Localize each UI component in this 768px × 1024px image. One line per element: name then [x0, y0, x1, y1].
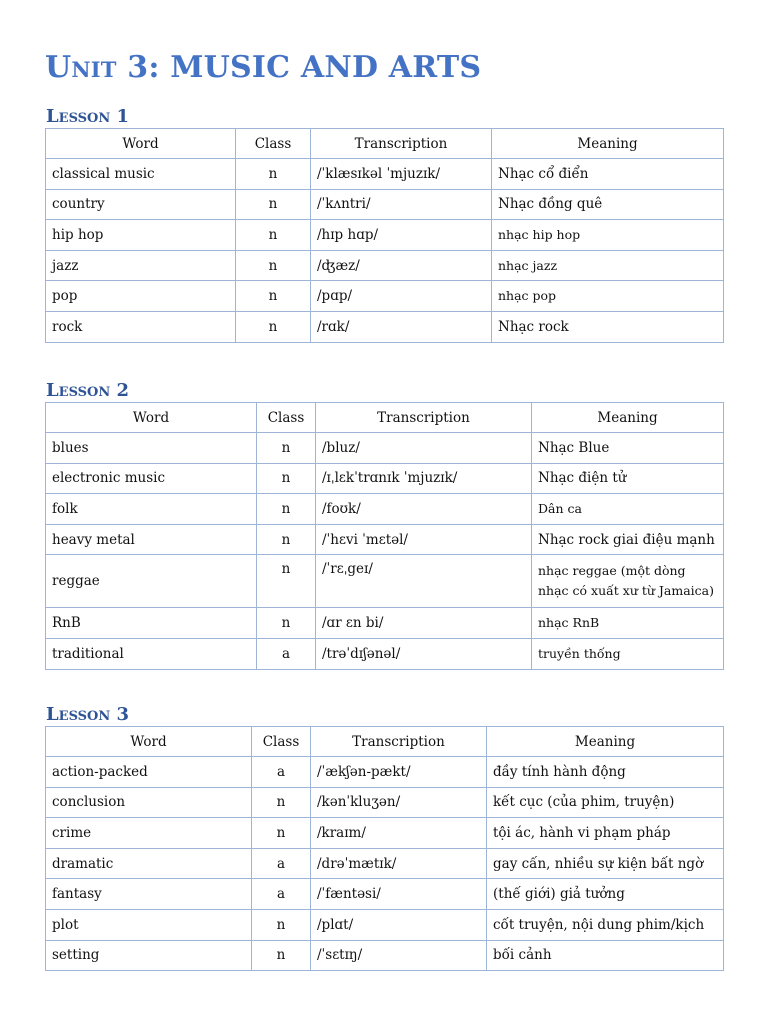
column-header-class: Class [257, 403, 316, 433]
transcription-cell: /ɪˌlɛkˈtrɑnɪk ˈmjuzɪk/ [316, 463, 532, 494]
meaning-cell: cốt truyện, nội dung phim/kịch [487, 909, 724, 940]
column-header-transcription: Transcription [311, 727, 487, 757]
table-row [46, 189, 724, 220]
table-row [46, 463, 724, 494]
word-cell: conclusion [46, 787, 252, 818]
lesson-3-vocab-table [45, 726, 724, 971]
word-cell: classical music [46, 159, 236, 190]
class-cell: n [236, 220, 311, 251]
column-header-meaning: Meaning [487, 727, 724, 757]
table-row [46, 909, 724, 940]
table-row [46, 494, 724, 525]
table-header-row [46, 403, 724, 433]
lesson-1-heading: Lesson 1 [46, 106, 130, 127]
meaning-cell: nhạc jazz [492, 250, 724, 281]
class-cell: n [252, 818, 311, 849]
column-header-word: Word [46, 129, 236, 159]
table-row [46, 787, 724, 818]
meaning-cell: (thế giới) giả tưởng [487, 879, 724, 910]
column-header-meaning: Meaning [492, 129, 724, 159]
word-cell: pop [46, 281, 236, 312]
class-cell: n [252, 909, 311, 940]
column-header-class: Class [236, 129, 311, 159]
lesson-2-heading: Lesson 2 [46, 380, 130, 401]
word-cell: plot [46, 909, 252, 940]
transcription-cell: /ˈklæsɪkəl ˈmjuzɪk/ [311, 159, 492, 190]
word-cell: heavy metal [46, 524, 257, 555]
class-cell: n [236, 311, 311, 342]
table-row [46, 159, 724, 190]
transcription-cell: /ʤæz/ [311, 250, 492, 281]
table-row [46, 757, 724, 788]
meaning-cell: kết cục (của phim, truyện) [487, 787, 724, 818]
transcription-cell: /plɑt/ [311, 909, 487, 940]
class-cell: n [257, 608, 316, 639]
meaning-cell: gay cấn, nhiều sự kiện bất ngờ [487, 848, 724, 879]
meaning-cell: nhạc pop [492, 281, 724, 312]
transcription-cell: /hɪp hɑp/ [311, 220, 492, 251]
transcription-cell: /kənˈkluʒən/ [311, 787, 487, 818]
transcription-cell: /bluz/ [316, 433, 532, 464]
word-cell: blues [46, 433, 257, 464]
column-header-transcription: Transcription [311, 129, 492, 159]
class-cell: n [252, 787, 311, 818]
meaning-cell: truyền thống [532, 638, 724, 669]
class-cell: n [257, 463, 316, 494]
transcription-cell: /rɑk/ [311, 311, 492, 342]
column-header-class: Class [252, 727, 311, 757]
column-header-word: Word [46, 727, 252, 757]
transcription-cell: /trəˈdɪʃənəl/ [316, 638, 532, 669]
class-cell: n [257, 555, 316, 608]
table-row [46, 608, 724, 639]
table-row [46, 848, 724, 879]
class-cell: a [252, 757, 311, 788]
transcription-cell: /pɑp/ [311, 281, 492, 312]
meaning-cell: Nhạc rock [492, 311, 724, 342]
word-cell: fantasy [46, 879, 252, 910]
word-cell: dramatic [46, 848, 252, 879]
table-row [46, 879, 724, 910]
meaning-cell: Nhạc rock giai điệu mạnh [532, 524, 724, 555]
table-row [46, 250, 724, 281]
meaning-cell: Nhạc đồng quê [492, 189, 724, 220]
meaning-cell: nhạc hip hop [492, 220, 724, 251]
word-cell: action-packed [46, 757, 252, 788]
meaning-cell: nhạc reggae (một dòng nhạc có xuất xư từ Jamaica) [532, 555, 724, 608]
meaning-cell: tội ác, hành vi phạm pháp [487, 818, 724, 849]
class-cell: n [257, 524, 316, 555]
transcription-cell: /drəˈmætɪk/ [311, 848, 487, 879]
word-cell: electronic music [46, 463, 257, 494]
class-cell: n [236, 281, 311, 312]
meaning-cell: nhạc RnB [532, 608, 724, 639]
class-cell: n [257, 433, 316, 464]
word-cell: setting [46, 940, 252, 971]
table-row [46, 638, 724, 669]
table-row [46, 220, 724, 251]
class-cell: n [252, 940, 311, 971]
transcription-cell: /ˈsɛtɪŋ/ [311, 940, 487, 971]
column-header-meaning: Meaning [532, 403, 724, 433]
class-cell: a [252, 848, 311, 879]
meaning-cell: Nhạc điện tử [532, 463, 724, 494]
transcription-cell: /ˈfæntəsi/ [311, 879, 487, 910]
word-cell: traditional [46, 638, 257, 669]
word-cell: RnB [46, 608, 257, 639]
table-header-row [46, 727, 724, 757]
lesson-3-heading: Lesson 3 [46, 704, 130, 725]
word-cell: rock [46, 311, 236, 342]
column-header-transcription: Transcription [316, 403, 532, 433]
transcription-cell: /ˈrɛˌgeɪ/ [316, 555, 532, 608]
table-row [46, 524, 724, 555]
lesson-1-vocab-table [45, 128, 724, 343]
table-row [46, 281, 724, 312]
transcription-cell: /ˈkʌntri/ [311, 189, 492, 220]
class-cell: n [236, 250, 311, 281]
class-cell: n [236, 189, 311, 220]
page-title: Unit 3: MUSIC AND ARTS [45, 50, 482, 85]
class-cell: n [257, 494, 316, 525]
transcription-cell: /ˈækʃən-pækt/ [311, 757, 487, 788]
meaning-cell: Nhạc Blue [532, 433, 724, 464]
word-cell: reggae [46, 555, 257, 608]
table-row [46, 818, 724, 849]
transcription-cell: /kraɪm/ [311, 818, 487, 849]
meaning-cell: đầy tính hành động [487, 757, 724, 788]
class-cell: n [236, 159, 311, 190]
meaning-cell: Dân ca [532, 494, 724, 525]
class-cell: a [257, 638, 316, 669]
column-header-word: Word [46, 403, 257, 433]
meaning-cell: bối cảnh [487, 940, 724, 971]
class-cell: a [252, 879, 311, 910]
table-row [46, 433, 724, 464]
table-row [46, 940, 724, 971]
meaning-cell: Nhạc cổ điển [492, 159, 724, 190]
transcription-cell: /ɑr ɛn bi/ [316, 608, 532, 639]
word-cell: country [46, 189, 236, 220]
transcription-cell: /foʊk/ [316, 494, 532, 525]
word-cell: jazz [46, 250, 236, 281]
word-cell: hip hop [46, 220, 236, 251]
word-cell: folk [46, 494, 257, 525]
transcription-cell: /ˈhɛvi ˈmɛtəl/ [316, 524, 532, 555]
lesson-2-vocab-table [45, 402, 724, 670]
table-row [46, 311, 724, 342]
word-cell: crime [46, 818, 252, 849]
table-header-row [46, 129, 724, 159]
table-row [46, 555, 724, 608]
